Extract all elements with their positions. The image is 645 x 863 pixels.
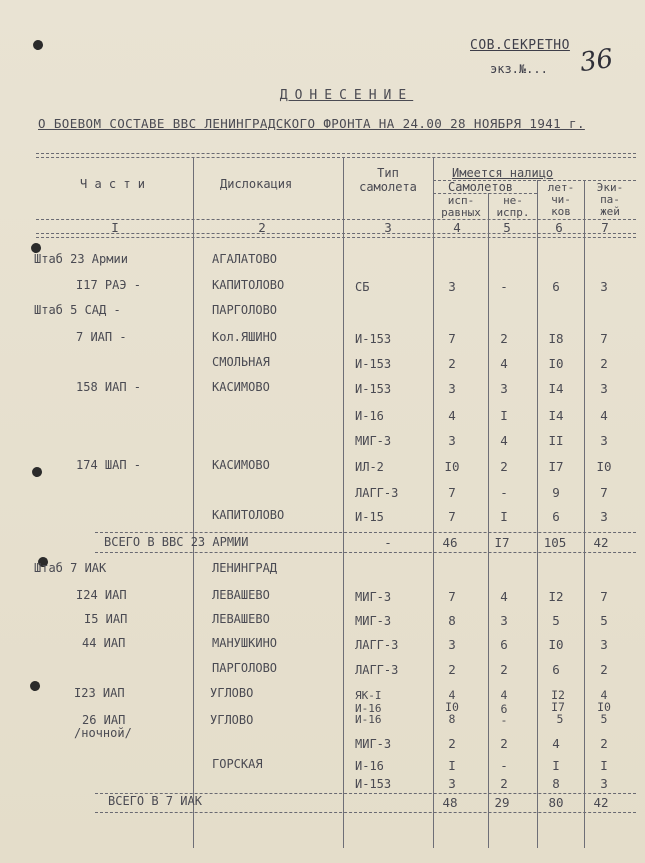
total-23-army-unserviceable: I7 (494, 535, 510, 550)
aircraft-type: МИГ-3 (355, 737, 392, 751)
aircraft-type: И-16 (355, 759, 384, 773)
total-7-iak-pilots: 80 (548, 795, 564, 810)
aircraft-type: И-16 (355, 702, 382, 715)
pilots-count: I8 (548, 331, 564, 346)
unit-name: I17 РАЭ - (76, 278, 142, 292)
unit-name: I24 ИАП (76, 588, 127, 602)
unserviceable-count: I (500, 509, 508, 524)
pilots-count: 4 (552, 736, 560, 751)
header-unserviceable: не- (503, 194, 523, 207)
serviceable-count: I (448, 758, 456, 773)
unserviceable-count: 4 (500, 356, 508, 371)
total-23-army-pilots: 105 (543, 535, 567, 550)
pilots-count: 8 (552, 776, 560, 791)
unserviceable-count: 2 (500, 776, 508, 791)
unit-name: 44 ИАП (82, 636, 126, 650)
pilots-count: I2 (548, 589, 564, 604)
pilots-count: 5 (556, 712, 564, 726)
serviceable-count: I0 (445, 700, 459, 714)
pilots-count: 6 (552, 279, 560, 294)
aircraft-type: МИГ-3 (355, 434, 392, 448)
secrecy-stamp: СОВ.СЕКРЕТНО (470, 38, 570, 53)
unserviceable-count: - (500, 713, 508, 727)
unit-name: 174 ШАП - (76, 458, 142, 472)
unit-location: ПАРГОЛОВО (212, 661, 278, 675)
crews-count: 3 (600, 637, 608, 652)
unserviceable-count: 6 (500, 702, 508, 716)
header-crews-3: жей (600, 205, 620, 218)
header-unserviceable-2: испр. (496, 206, 530, 219)
header-planes: Самолетов (448, 180, 514, 194)
crews-count: 7 (600, 331, 608, 346)
unit-location: МАНУШКИНО (212, 636, 278, 650)
unit-name: I5 ИАП (84, 612, 128, 626)
total-rule (95, 812, 636, 813)
aircraft-type: И-15 (355, 510, 384, 524)
header-units: Ч а с т и (80, 177, 146, 191)
pilots-count: I4 (548, 381, 564, 396)
pilots-count: I7 (551, 700, 565, 714)
unserviceable-count: 3 (500, 381, 508, 396)
serviceable-count: 3 (448, 433, 456, 448)
pilots-count: 9 (552, 485, 560, 500)
crews-count: I0 (597, 700, 611, 714)
pilots-count: I7 (548, 459, 564, 474)
page-number: 36 (578, 43, 616, 79)
unit-location: ЛЕВАШЕВО (212, 588, 270, 602)
column-number: 5 (503, 220, 511, 235)
unserviceable-count: 2 (500, 459, 508, 474)
unit-location: СМОЛЬНАЯ (212, 355, 270, 369)
crews-count: 3 (600, 509, 608, 524)
column-number: I (111, 220, 119, 235)
aircraft-type: И-153 (355, 382, 392, 396)
unit-name: I23 ИАП (74, 686, 125, 700)
unit-location: УГЛОВО (210, 713, 254, 727)
header-bottom-rule (36, 233, 636, 238)
total-23-army-label: ВСЕГО В ВВС 23 АРМИИ (104, 535, 249, 549)
crews-count: I (600, 758, 608, 773)
header-serviceable-2: равных (441, 206, 481, 219)
unserviceable-count: - (500, 279, 508, 294)
unit-location: ПАРГОЛОВО (212, 303, 278, 317)
total-23-army-crews: 42 (593, 535, 609, 550)
punch-hole (31, 466, 44, 479)
total-23-army-serviceable: 46 (442, 535, 458, 550)
punch-hole (32, 39, 45, 52)
aircraft-type: И-153 (355, 332, 392, 346)
pilots-count: II (548, 433, 564, 448)
serviceable-count: 2 (448, 662, 456, 677)
serviceable-count: 3 (448, 637, 456, 652)
unserviceable-count: - (500, 758, 508, 773)
column-number: 3 (384, 220, 392, 235)
total-7-iak-label: ВСЕГО В 7 ИАК (108, 794, 202, 808)
crews-count: 3 (600, 381, 608, 396)
header-pilots: лет- (547, 181, 575, 194)
header-type-line1: Тип (377, 166, 399, 180)
header-pilots-2: чи- (551, 193, 571, 206)
pilots-count: 5 (552, 613, 560, 628)
unit-location: УГЛОВО (210, 686, 254, 700)
total-rule (95, 552, 636, 553)
aircraft-type: МИГ-3 (355, 590, 392, 604)
serviceable-count: 7 (448, 589, 456, 604)
aircraft-type: ЛАГГ-3 (355, 663, 399, 677)
serviceable-count: 4 (448, 688, 456, 702)
aircraft-type: ЯК-I (355, 689, 382, 702)
header-crews-2: па- (600, 193, 620, 206)
unserviceable-count: 6 (500, 637, 508, 652)
crews-count: 4 (600, 408, 608, 423)
pilots-count: I (552, 758, 560, 773)
serviceable-count: I0 (444, 459, 460, 474)
total-7-iak-serviceable: 48 (442, 795, 458, 810)
unserviceable-count: 3 (500, 613, 508, 628)
pilots-count: I4 (548, 408, 564, 423)
column-number: 7 (601, 220, 609, 235)
unit-name: Штаб 23 Армии (34, 252, 128, 266)
header-rule (36, 219, 636, 220)
table-top-rule (36, 153, 636, 158)
serviceable-count: 7 (448, 331, 456, 346)
unserviceable-count: 2 (500, 736, 508, 751)
unit-name-note: /ночной/ (74, 726, 132, 740)
pilots-count: I0 (548, 637, 564, 652)
unit-location: Кол.ЯШИНО (212, 330, 278, 344)
unit-name: Штаб 7 ИАК (34, 561, 107, 575)
serviceable-count: 7 (448, 485, 456, 500)
aircraft-type: ИЛ-2 (355, 460, 384, 474)
serviceable-count: 8 (448, 613, 456, 628)
aircraft-type: И-153 (355, 777, 392, 791)
unserviceable-count: - (500, 485, 508, 500)
punch-hole (29, 680, 42, 693)
unit-name: 26 ИАП (82, 713, 126, 727)
serviceable-count: 3 (448, 381, 456, 396)
column-rule (584, 180, 585, 848)
serviceable-count: 3 (448, 279, 456, 294)
pilots-count: 6 (552, 662, 560, 677)
unit-name: Штаб 5 САД - (34, 303, 121, 317)
crews-count: 5 (600, 613, 608, 628)
crews-count: 3 (600, 279, 608, 294)
serviceable-count: 7 (448, 509, 456, 524)
serviceable-count: 2 (448, 736, 456, 751)
crews-count: 4 (600, 688, 608, 702)
crews-count: 7 (600, 485, 608, 500)
serviceable-count: 2 (448, 356, 456, 371)
unserviceable-count: 2 (500, 662, 508, 677)
header-available: Имеется налицо (452, 166, 554, 180)
header-type-line2: самолета (359, 180, 417, 194)
crews-count: 2 (600, 356, 608, 371)
header-serviceable: исп- (447, 194, 475, 207)
total-23-army-type: - (384, 535, 392, 550)
unit-location: ЛЕНИНГРАД (212, 561, 278, 575)
column-rule (433, 158, 434, 848)
unserviceable-count: I (500, 408, 508, 423)
crews-count: 2 (600, 662, 608, 677)
unserviceable-count: 4 (500, 688, 508, 702)
crews-count: 7 (600, 589, 608, 604)
aircraft-type: ЛАГГ-3 (355, 638, 399, 652)
aircraft-type: МИГ-3 (355, 614, 392, 628)
column-rule (343, 158, 344, 848)
aircraft-type: И-16 (355, 713, 382, 726)
pilots-count: 6 (552, 509, 560, 524)
column-rule (537, 180, 538, 848)
column-number: 2 (258, 220, 266, 235)
document-subtitle: О БОЕВОМ СОСТАВЕ ВВС ЛЕНИНГРАДСКОГО ФРОНТА НА 24.00 28 НОЯБРЯ 1941 г. (38, 116, 585, 131)
header-crews: Эки- (596, 181, 624, 194)
header-pilots-3: ков (551, 205, 571, 218)
aircraft-type: ЛАГГ-3 (355, 486, 399, 500)
crews-count: 3 (600, 433, 608, 448)
unit-location: ЛЕВАШЕВО (212, 612, 270, 626)
crews-count: 2 (600, 736, 608, 751)
column-number: 4 (453, 220, 461, 235)
copy-number: экз.№... (490, 62, 548, 76)
aircraft-type: СБ (355, 280, 370, 294)
aircraft-type: И-16 (355, 409, 384, 423)
crews-count: I0 (596, 459, 612, 474)
unserviceable-count: 4 (500, 589, 508, 604)
header-location: Дислокация (220, 177, 293, 191)
serviceable-count: 3 (448, 776, 456, 791)
column-rule (488, 193, 489, 848)
total-7-iak-unserviceable: 29 (494, 795, 510, 810)
total-rule (95, 532, 636, 533)
crews-count: 5 (600, 712, 608, 726)
unit-location: КАПИТОЛОВО (212, 278, 285, 292)
pilots-count: I2 (551, 688, 565, 702)
unit-location: КАПИТОЛОВО (212, 508, 285, 522)
unserviceable-count: 4 (500, 433, 508, 448)
pilots-count: I0 (548, 356, 564, 371)
aircraft-type: И-153 (355, 357, 392, 371)
unit-location: ГОРСКАЯ (212, 757, 263, 771)
unit-location: КАСИМОВО (212, 380, 270, 394)
total-7-iak-crews: 42 (593, 795, 609, 810)
serviceable-count: 4 (448, 408, 456, 423)
column-number: 6 (555, 220, 563, 235)
unit-location: КАСИМОВО (212, 458, 270, 472)
serviceable-count: 8 (448, 712, 456, 726)
unit-name: 158 ИАП - (76, 380, 142, 394)
unit-name: 7 ИАП - (76, 330, 127, 344)
crews-count: 3 (600, 776, 608, 791)
unit-location: АГАЛАТОВО (212, 252, 278, 266)
column-rule (193, 158, 194, 848)
document-title: ДОНЕСЕНИЕ (279, 88, 414, 103)
unserviceable-count: 2 (500, 331, 508, 346)
